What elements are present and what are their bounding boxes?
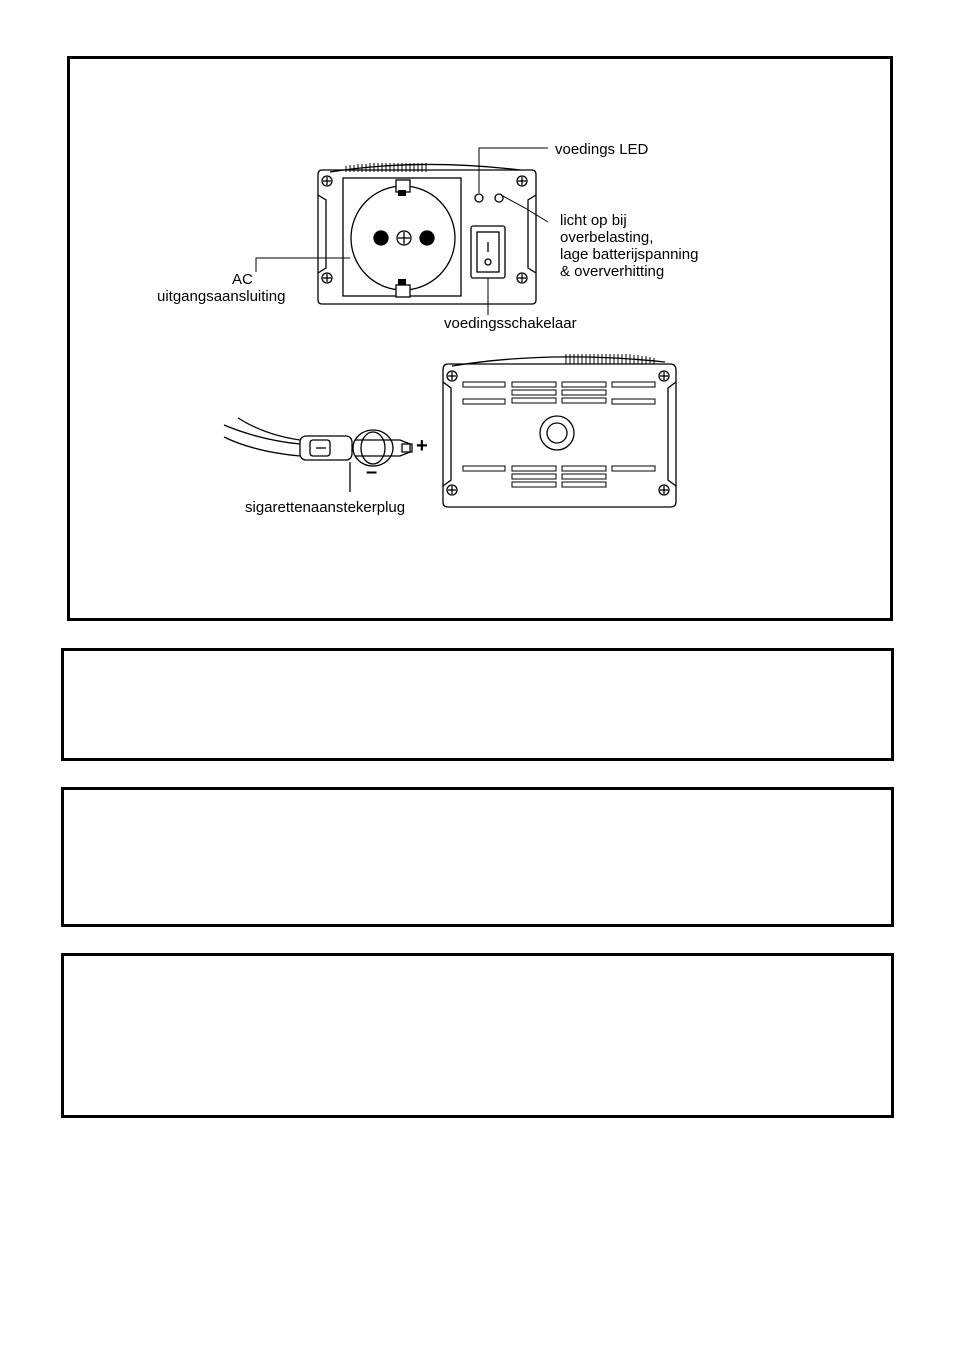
- switch-label: voedingsschakelaar: [444, 315, 577, 332]
- back-vent-fins: [566, 354, 654, 364]
- led-label: voedings LED: [555, 141, 649, 158]
- warning-label-line-3: lage batterijspanning: [560, 246, 699, 263]
- fan-terminal: [540, 416, 574, 450]
- warning-label-line-1: licht op bij: [560, 212, 627, 229]
- warning-label-line-4: & oververhitting: [560, 263, 665, 280]
- vent-slots-top: [463, 382, 655, 404]
- inverter-front-panel: [318, 163, 536, 304]
- ac-label-line-1: AC: [232, 271, 253, 288]
- minus-sign: –: [366, 461, 378, 483]
- plus-sign: +: [416, 435, 428, 457]
- back-screws: [447, 371, 669, 495]
- power-led: [475, 194, 483, 202]
- inverter-back-panel: [443, 354, 676, 507]
- panel-screws: [322, 176, 527, 283]
- plug-label: sigarettenaanstekerplug: [245, 499, 406, 516]
- cigarette-lighter-plug: [224, 418, 412, 492]
- ac-label-line-2: uitgangsaansluiting: [157, 288, 286, 305]
- vent-slots-bottom: [463, 466, 655, 487]
- warning-label-line-2: overbelasting,: [560, 229, 654, 246]
